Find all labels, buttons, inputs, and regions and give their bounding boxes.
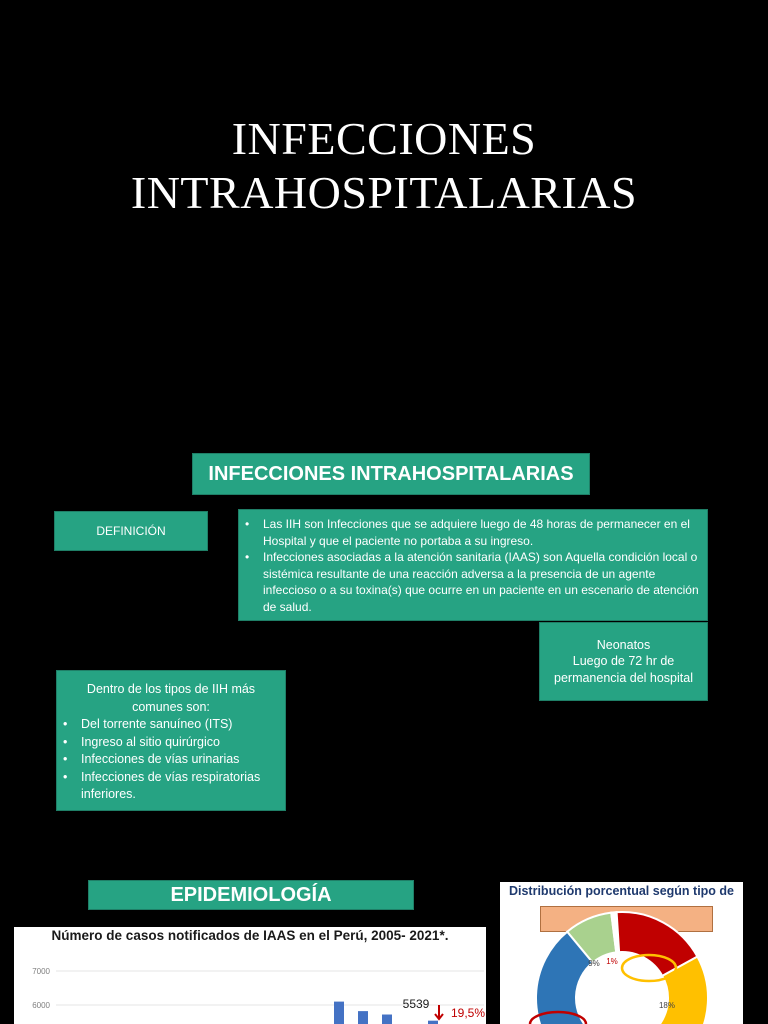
neonatos-line2: Luego de 72 hr de — [572, 654, 675, 669]
percent-change-label: 19,5% — [451, 1006, 486, 1020]
iih-type-item: • Infecciones de vías respiratorias inferiores. — [81, 769, 277, 804]
ytick-label: 7000 — [32, 967, 50, 976]
iih-types-box — [56, 670, 286, 811]
bar — [358, 1011, 368, 1024]
definition-text-box — [238, 509, 708, 621]
iih-type-item: • Ingreso al sitio quirúrgico — [81, 734, 277, 752]
slice-label-9: 9% — [588, 959, 600, 968]
ytick-label: 6000 — [32, 1001, 50, 1010]
slice-label-18: 18% — [658, 1001, 676, 1010]
bar-chart-title: Número de casos notificados de IAAS en el Perú, 2005- 2021*. — [51, 928, 449, 943]
iih-types-intro: Dentro de los tipos de IIH más comunes son: — [86, 682, 256, 714]
bar — [334, 1002, 344, 1024]
decrease-arrow-icon — [435, 1005, 443, 1019]
definition-item: • Infecciones asociadas a la atención sanitaria (IAAS) son Aquella condición local o sistémica resultante de una reacción adversa a la presencia de un agente infeccioso o a su toxina(s) que ocurre en un paciente en un escenario de atención de salud. — [263, 549, 699, 615]
section-heading: INFECCIONES INTRAHOSPITALARIAS — [192, 453, 590, 495]
donut-chart-svg — [500, 882, 743, 1024]
bar-data-label-5539: 5539 — [402, 997, 430, 1011]
donut-chart-title: Distribución porcentual según tipo de — [508, 884, 734, 898]
epidemiology-heading: EPIDEMIOLOGÍA — [88, 880, 414, 910]
slide-title — [0, 112, 768, 220]
neonatos-line1: Neonatos — [596, 637, 651, 652]
bar-chart-svg — [14, 927, 486, 1024]
bar — [382, 1015, 392, 1024]
neonatos-box — [539, 622, 708, 701]
definition-item: • Las IIH son Infecciones que se adquiere luego de 48 horas de permanecer en el Hospital y que el paciente no portaba a su ingreso. — [263, 516, 699, 549]
distribution-donut-chart — [500, 882, 743, 1024]
iih-type-item: • Infecciones de vías urinarias — [81, 751, 277, 769]
neonatos-line3: permanencia del hospital — [554, 670, 693, 685]
iih-type-item: • Del torrente sanuíneo (ITS) — [81, 716, 277, 734]
slide-title-line1: INFECCIONES — [231, 113, 537, 164]
slice-label-1: 1% — [606, 957, 618, 966]
iaas-bar-chart — [14, 927, 486, 1024]
slide-title-line2: INTRAHOSPITALARIAS — [130, 167, 638, 218]
definition-label: DEFINICIÓN — [54, 511, 208, 551]
